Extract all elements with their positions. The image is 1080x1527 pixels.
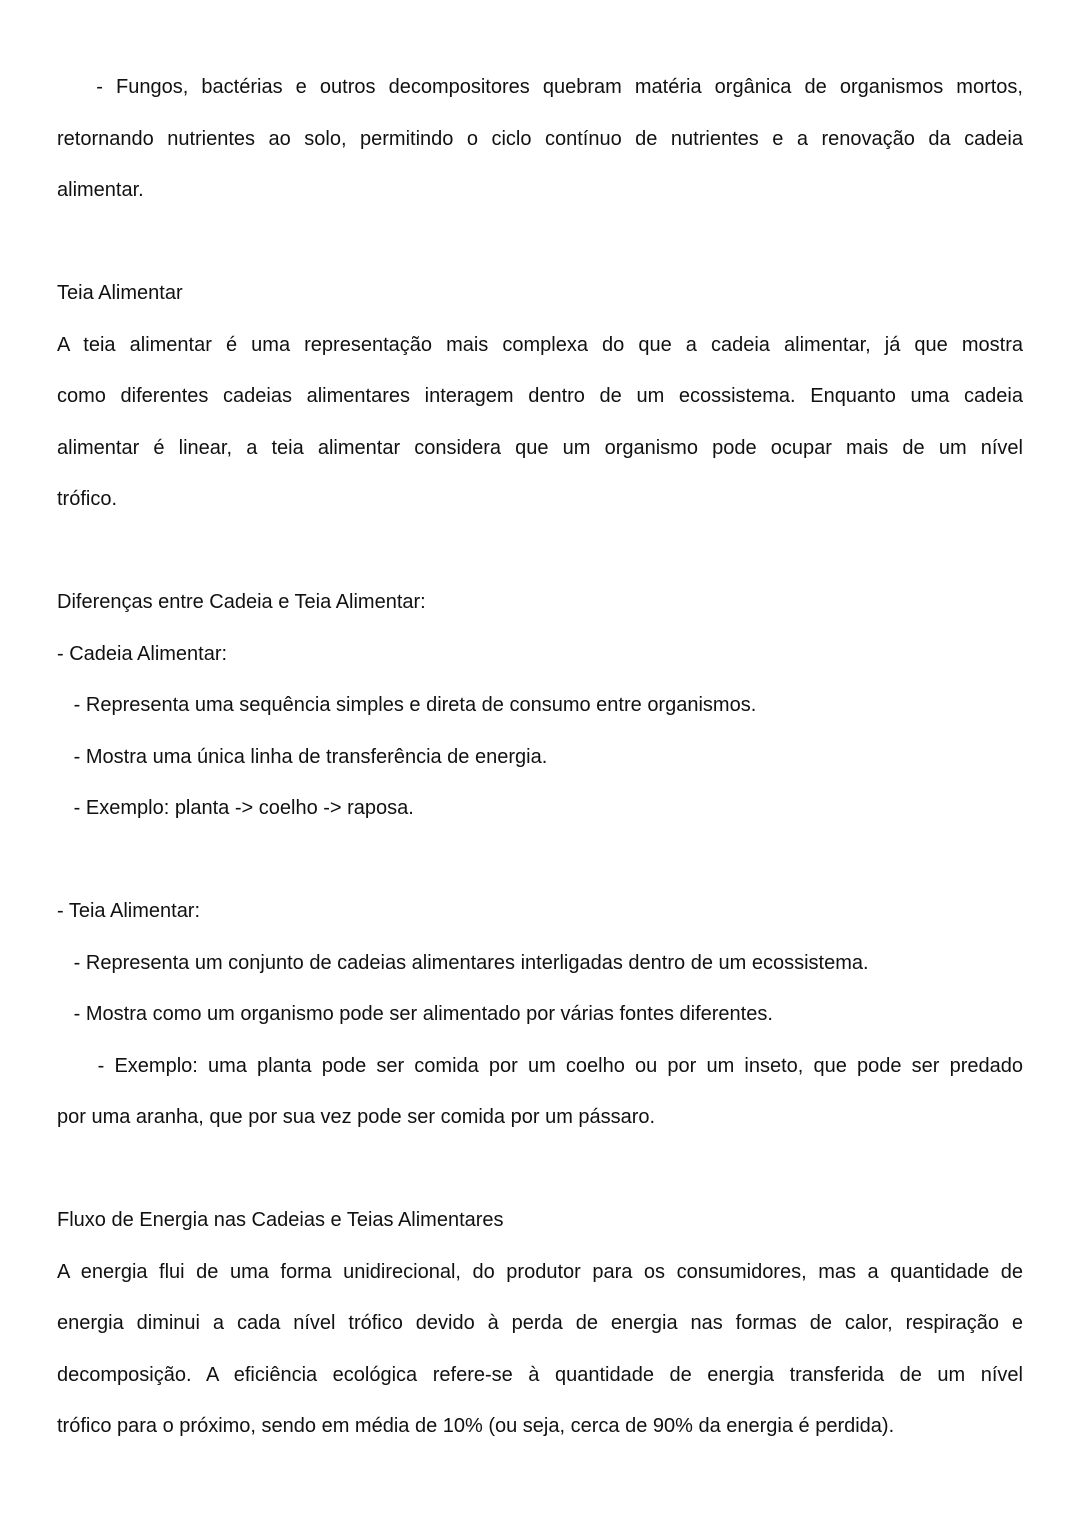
list-label: - Cadeia Alimentar: (57, 642, 228, 665)
list-item: - Mostra como um organismo pode ser alimentado por várias fontes diferentes. (57, 1003, 773, 1025)
spacer (57, 1144, 1023, 1196)
list-item: - Representa um conjunto de cadeias alimentares interligadas dentro de um ecossistema. (57, 951, 869, 974)
teia-section (57, 268, 1023, 526)
document-page (57, 62, 1023, 1453)
list-item: - Exemplo: uma planta pode ser comida por um coelho ou por um inseto, que pode ser predado (57, 1054, 1024, 1077)
paragraph-line: - Fungos, bactérias e outros decompositores quebram matéria orgânica de organismos mortos, (57, 76, 1023, 98)
section-heading: Teia Alimentar (57, 282, 183, 304)
spacer (57, 526, 1023, 578)
list-item-continuation: por uma aranha, que por sua vez pode ser comida por um pássaro. (57, 1106, 656, 1128)
spacer (57, 835, 1023, 887)
list-item: - Representa uma sequência simples e direta de consumo entre organismos. (57, 694, 757, 716)
diferencas-section (57, 577, 1023, 1144)
list-label: - Teia Alimentar: (57, 900, 201, 922)
paragraph-line: energia diminui a cada nível trófico devido à perda de energia nas formas de calor, respiração e (57, 1312, 1023, 1334)
section-heading: Diferenças entre Cadeia e Teia Alimentar: (57, 591, 426, 613)
paragraph-line: trófico. (57, 488, 118, 510)
paragraph-line: trófico para o próximo, sendo em média de 10% (ou seja, cerca de 90% da energia é perdida). (57, 1415, 895, 1437)
paragraph-line: como diferentes cadeias alimentares interagem dentro de um ecossistema. Enquanto uma cadeia (57, 385, 1023, 407)
paragraph-line: alimentar. (57, 179, 144, 201)
paragraph-line: alimentar é linear, a teia alimentar considera que um organismo pode ocupar mais de um nível (57, 436, 1023, 459)
list-item: - Exemplo: planta -> coelho -> raposa. (57, 797, 414, 819)
section-heading: Fluxo de Energia nas Cadeias e Teias Alimentares (57, 1209, 504, 1231)
intro-paragraph (57, 62, 1023, 217)
paragraph-line: retornando nutrientes ao solo, permitindo o ciclo contínuo de nutrientes e a renovação da cadeia (57, 127, 1023, 150)
list-item: - Mostra uma única linha de transferência de energia. (57, 745, 548, 768)
spacer (57, 217, 1023, 269)
fluxo-section (57, 1195, 1023, 1453)
paragraph-line: A teia alimentar é uma representação mais complexa do que a cadeia alimentar, já que mostra (57, 333, 1023, 356)
paragraph-line: A energia flui de uma forma unidirecional, do produtor para os consumidores, mas a quantidade de (57, 1260, 1023, 1283)
paragraph-line: decomposição. A eficiência ecológica refere-se à quantidade de energia transferida de um nível (57, 1363, 1023, 1386)
